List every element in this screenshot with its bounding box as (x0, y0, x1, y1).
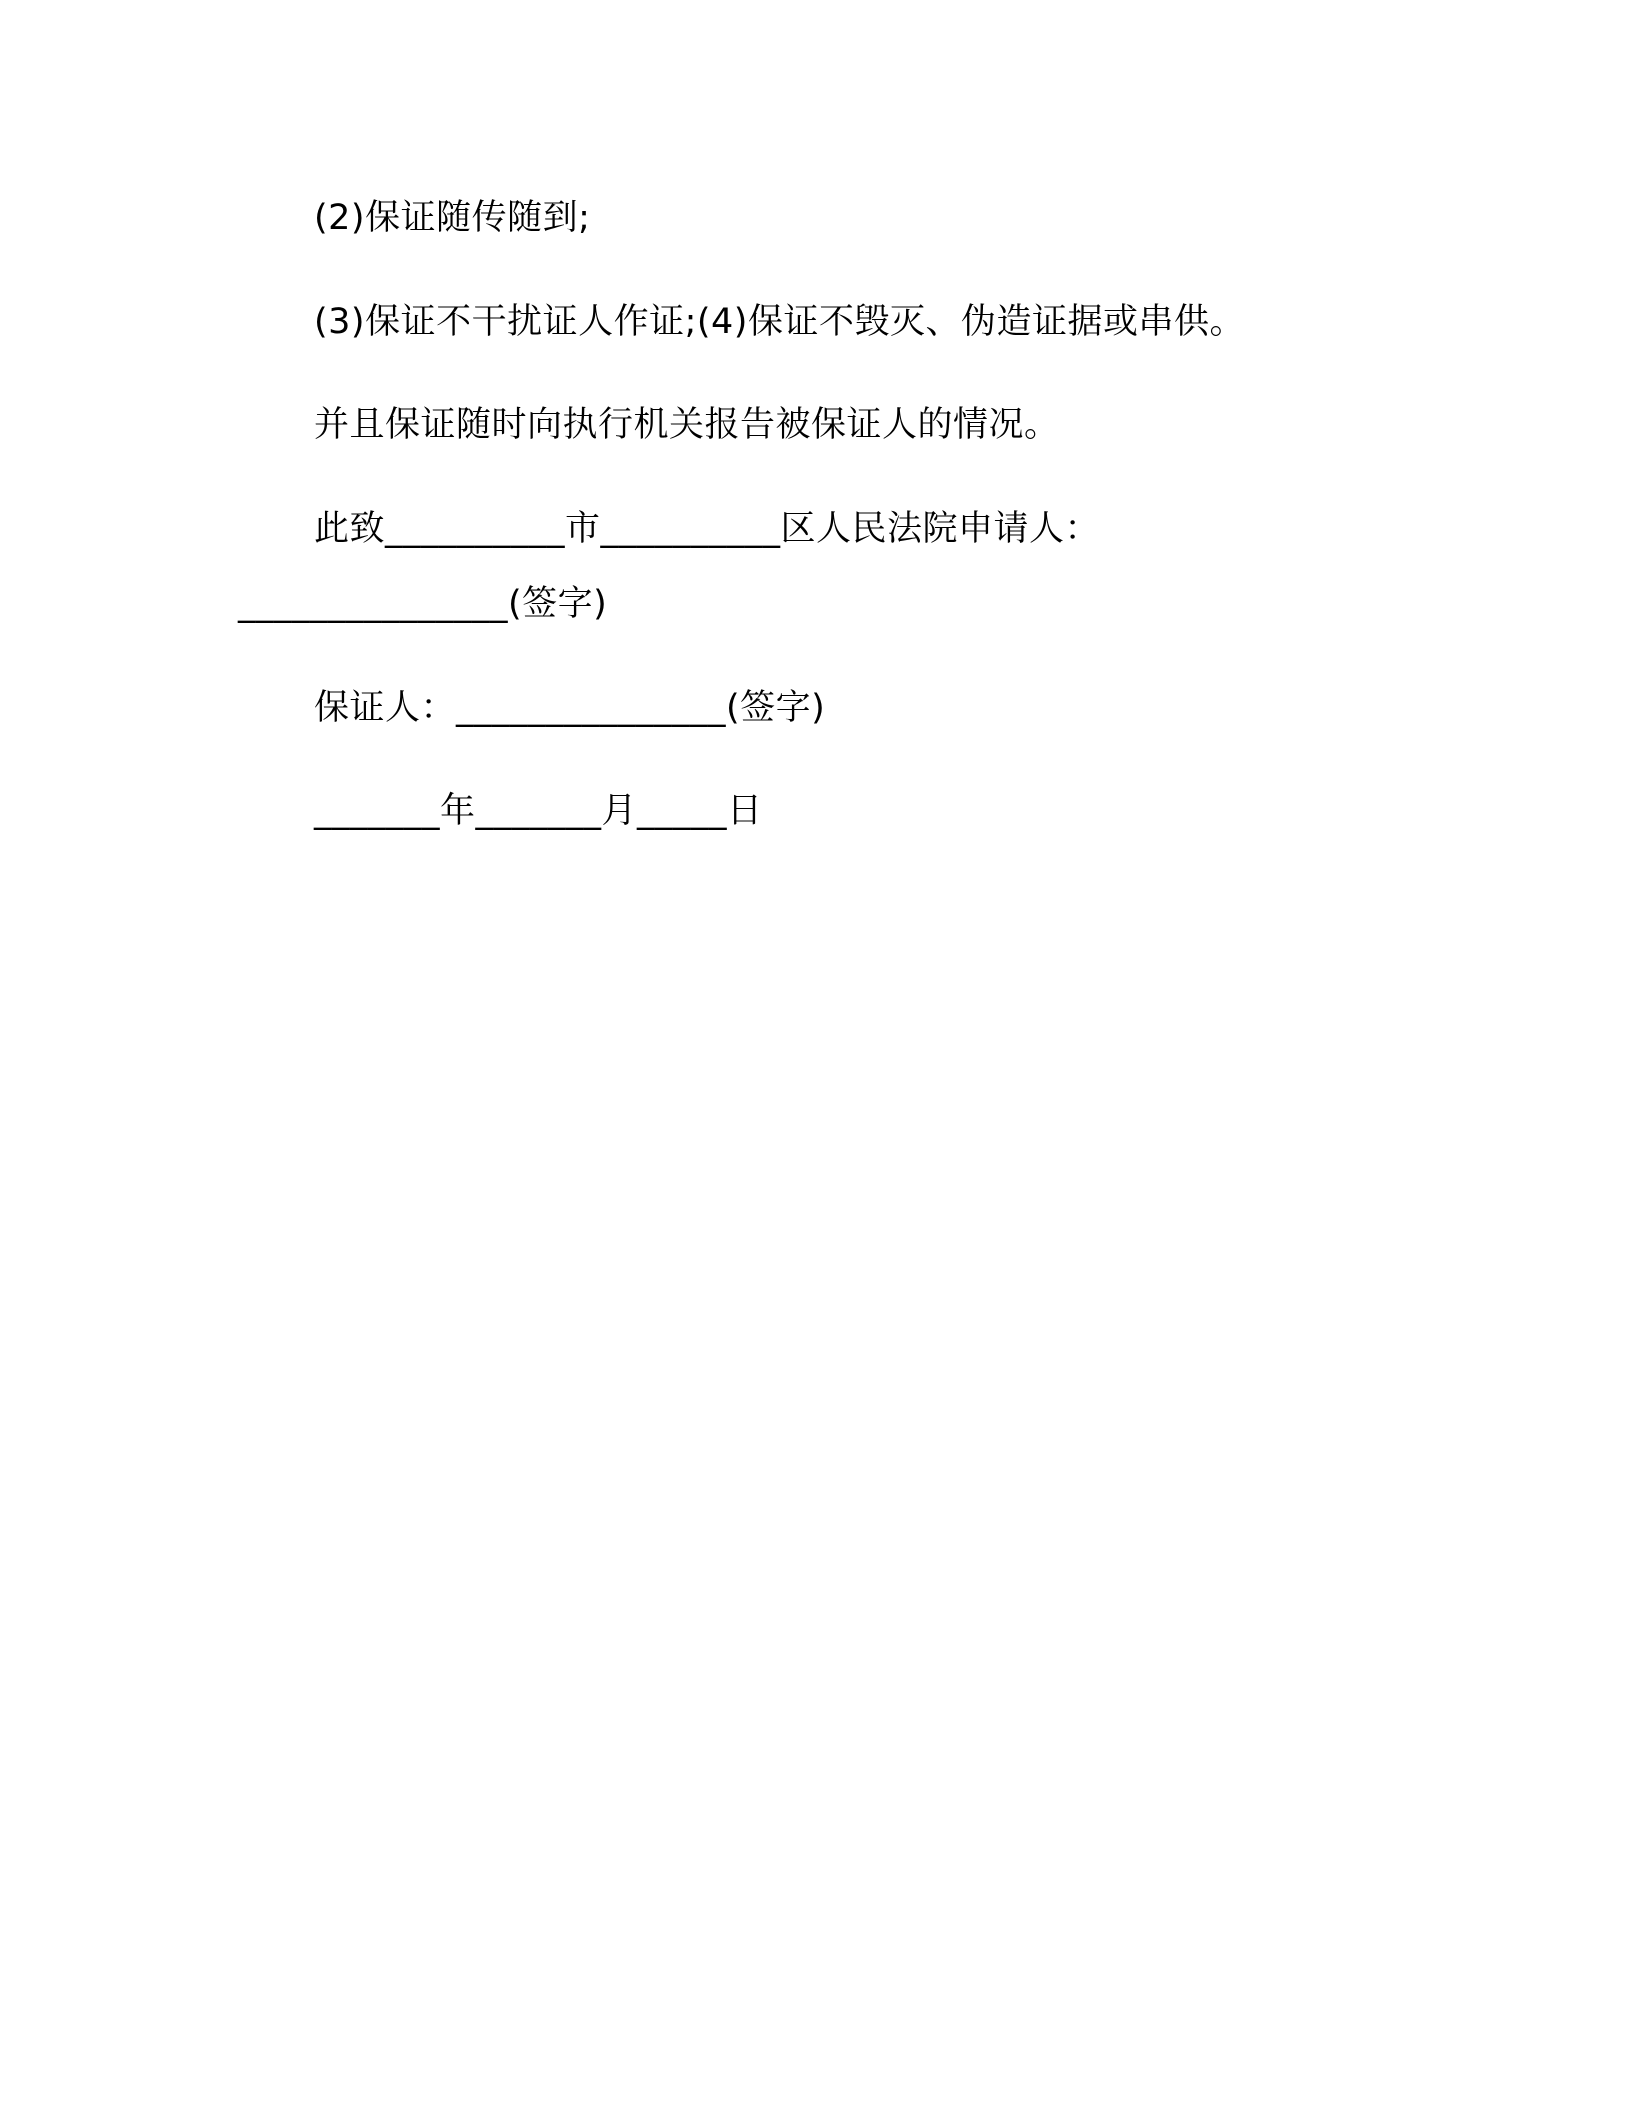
addressee-court-line: 此致__________市__________区人民法院申请人： (314, 509, 1101, 549)
guarantor-signature-line: 保证人：_______________(签字) (314, 688, 826, 728)
clause-2-guarantee-appear-on-summons: (2)保证随传随到; (314, 198, 591, 238)
report-obligation-text: 并且保证随时向执行机关报告被保证人的情况。 (314, 405, 1060, 445)
clause-3-4-no-interference-no-evidence-tampering: (3)保证不干扰证人作证;(4)保证不毁灭、伪造证据或串供。 (314, 302, 1245, 342)
applicant-signature-line: _______________(签字) (238, 584, 608, 624)
date-line: _______年_______月_____日 (314, 791, 763, 831)
